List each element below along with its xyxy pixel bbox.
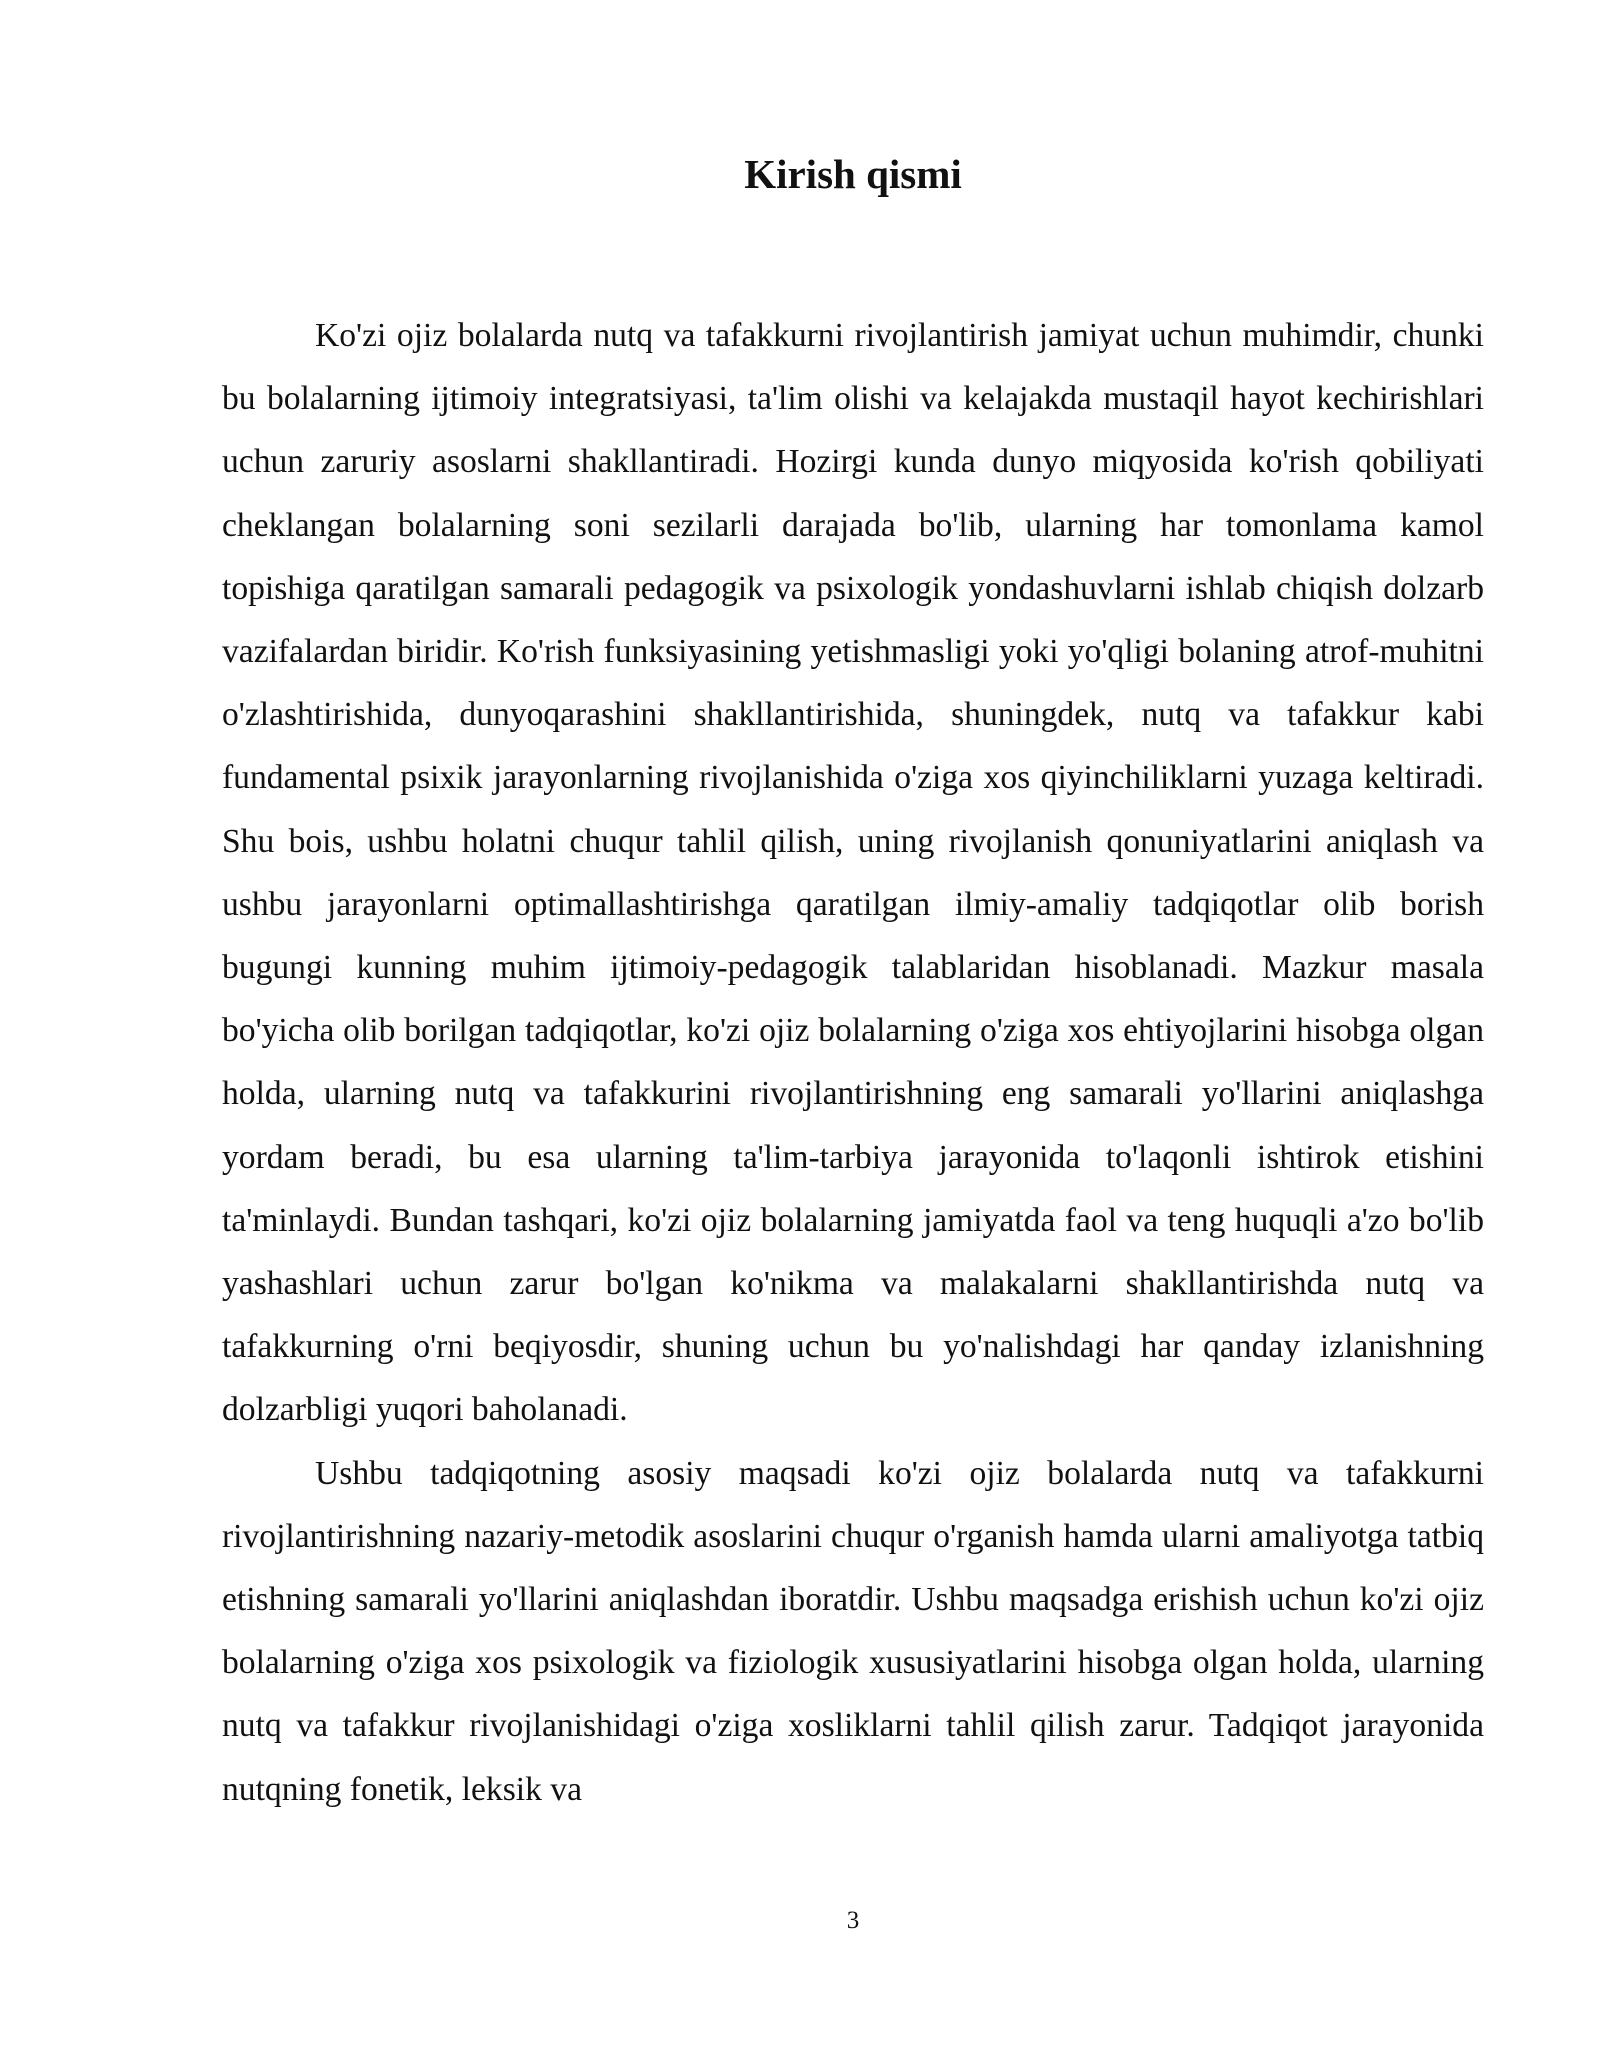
page-title: Kirish qismi bbox=[744, 151, 962, 197]
paragraph-1: Ko'zi ojiz bolalarda nutq va tafakkurni rivojlantirish jamiyat uchun muhimdir, chunki bu bolalarning ijtimoiy integratsiyasi, ta'lim olishi va kelajakda mustaqil hayot kechirishlari uchun zaruriy asoslarni shakllantiradi. Hozirgi kunda dunyo miqyosida ko'rish qobiliyati cheklangan bolalarning soni sezilarli darajada bo'lib, ularning har tomonlama kamol topishiga qaratilgan samarali pedagogik va psixologik yondashuvlarni ishlab chiqish dolzarb vazifalardan biridir. Ko'rish funksiyasining yetishmasligi yoki yo'qligi bolaning atrof-muhitni o'zlashtirishida, dunyoqarashini shakllantirishida, shuningdek, nutq va tafakkur kabi fundamental psixik jarayonlarning rivojlanishida o'ziga xos qiyinchiliklarni yuzaga keltiradi. Shu bois, ushbu holatni chuqur tahlil qilish, uning rivojlanish qonuniyatlarini aniqlash va ushbu jarayonlarni optimallashtirishga qaratilgan ilmiy-amaliy tadqiqotlar olib borish bugungi kunning muhim ijtimoiy-pedagogik talablaridan hisoblanadi. Mazkur masala bo'yicha olib borilgan tadqiqotlar, ko'zi ojiz bolalarning o'ziga xos ehtiyojlarini hisobga olgan holda, ularning nutq va tafakkurini rivojlantirishning eng samarali yo'llarini aniqlashga yordam beradi, bu esa ularning ta'lim-tarbiya jarayonida to'laqonli ishtirok etishini ta'minlaydi. Bundan tashqari, ko'zi ojiz bolalarning jamiyatda faol va teng huquqli a'zo bo'lib yashashlari uchun zarur bo'lgan ko'nikma va malakalarni shakllantirishda nutq va tafakkurning o'rni beqiyosdir, shuning uchun bu yo'nalishdagi har qanday izlanishning dolzarbligi yuqori baholanadi. bbox=[222, 317, 1484, 1429]
document-body bbox=[222, 304, 1484, 1821]
paragraph-2: Ushbu tadqiqotning asosiy maqsadi ko'zi ojiz bolalarda nutq va tafakkurni rivojlantirishning nazariy-metodik asoslarini chuqur o'rganish hamda ularni amaliyotga tatbiq etishning samarali yo'llarini aniqlashdan iboratdir. Ushbu maqsadga erishish uchun ko'zi ojiz bolalarning o'ziga xos psixologik va fiziologik xususiyatlarini hisobga olgan holda, ularning nutq va tafakkur rivojlanishidagi o'ziga xosliklarni tahlil qilish zarur. Tadqiqot jarayonida nutqning fonetik, leksik va bbox=[222, 1454, 1484, 1808]
page-number: 3 bbox=[846, 1907, 860, 1934]
